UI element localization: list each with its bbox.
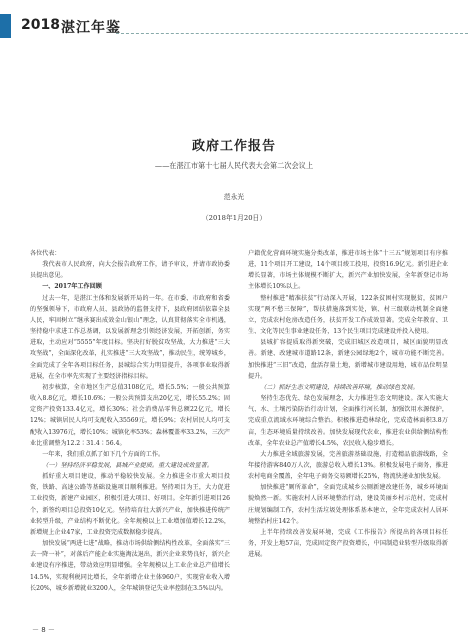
report-subtitle: ——在湛江市第十七届人民代表大会第二次会议上 bbox=[154, 161, 314, 170]
report-title: 政府工作报告 bbox=[191, 139, 276, 154]
body-paragraph: 抓好重大项目建设，推动平稳较快发展。全力推进全市重大项目投资，铁路、高速公路等基础设施项目顺利推进。坚持项目为王，大力促进工业投资，新建产业园区，积极引进大项目、好项目。全年新引进项目26个，新签约项目总投资10亿元。坚持培育壮大新兴产业，加快推进传统产业转型升级，产业结构不断优化。全年规模以上工业增加值增长12.2%，新增规上企业47家，工业投资完成数据稳步提高。 bbox=[30, 473, 230, 536]
body-paragraph: 大力推进全域旅游发展，完善旅游基础设施，打造精品旅游线路，全年接待游客840万人次，旅游总收入增长13%。积极发展电子商务，推进农村电商全覆盖，全年电子商务交易额增长25%，物流快递业加快发展。 bbox=[248, 450, 448, 481]
body-paragraph: 加快发展“两进七进”战略，推动市场供给侧结构性改革，全面落实“三去一降一补”，对落后产能企业实施淘汰退出，新兴企业来势良好，新兴企业建设有序推进，带动效应明显增强。全年规模以上工业企业总产值增长14.5%，实现利税同比增长，全年新增企业主体960户，实现营业收入增长20%，城乡新增就业3200人，全年城镇登记失业率控制在3.5%以内。 bbox=[30, 540, 230, 592]
body-paragraph: 我代表市人民政府，向大会报告政府工作，请予审议，并请市政协委员提出意见。 bbox=[30, 261, 230, 280]
body-paragraph: 过去一年，是湛江主体和发展新开局的一年。在市委、市政府和省委的坚强领导下，市政府人员、县政协的监督支持下，县政府团结依靠全县人民，牢固树立“继承赛出成效金山银山”理念，认真贯彻落实全市机遇，坚持稳中求进工作总基调，以发展新理念引领经济发展，开拓创新，务实进取，主动应对“5555”年度目标。坚决打好脱贫攻坚战，大力推进“三大攻坚战”，全面深化改革，扎实推进“三大攻坚战”，推动民生，统筹城乡，全面完成了全年各项目标任务，县城综合实力明显提升，各项事业取得新进展，在全市率先实现了主要经济指标目标。 bbox=[30, 294, 230, 380]
body-paragraph: 一年来，我们重点抓了如下几个方面的工作。 bbox=[42, 450, 165, 458]
report-date: （2018年1月20日） bbox=[201, 214, 267, 222]
body-paragraph: 各位代表： bbox=[30, 250, 61, 257]
report-author: 范永光 bbox=[223, 193, 245, 201]
body-paragraph: 县城扩容提质取得新突破，完成旧城区改造项目，城区面貌明显改善。新建、改建城市道路12条，新建公园绿地2个，城市功能不断完善。加快推进“三旧”改造，盘活存量土地，新增城市建设用地，城市品位明显提升。 bbox=[248, 339, 448, 380]
body-paragraph: 整村推进“精准扶贫”行动深入开展，122条贫困村实现脱贫，贫困户实现“两不愁三保障”，帮扶措施落到实处，镇、村三级联动机制全面建立，完成农村危房改造任务，扶贫开发工作成效显著。完成全年教育、卫生、文化等民生事业建设任务，13个民生项目完成建设并投入使用。 bbox=[248, 294, 448, 336]
subsection-heading: （一）坚持经济平稳发展，县城产业提质。重大建设成效显著。 bbox=[42, 461, 213, 469]
left-text-column bbox=[30, 248, 230, 594]
body-paragraph: 坚持生态优先、绿色发展理念，大力推进生态文明建设。深入实施大气、水、土壤污染防治行动计划，全面推行河长制，加强饮用水源保护，完成重点流域水环境综合整治。积极推进造林绿化，完成造林面积3.8万亩，生态环境质量持续改善。加快发展现代农业，推进农业供给侧结构性改革，全年农业总产值增长4.5%，农民收入稳步增长。 bbox=[248, 395, 448, 447]
body-paragraph: 户籍优化营商环境实施分类改革，推进市场主体“十三五”规划项目有序推进，11个项目开工建设，14个项目竣工投用，投资16.9亿元。新引进企业增长显著，市场主体规模不断扩大，新兴产业加快发展，全年新登记市场主体增长10%以上。 bbox=[248, 250, 448, 291]
right-text-column bbox=[248, 248, 448, 560]
body-paragraph: 加快推进“厕所革命”，全面完成城乡公厕新建改建任务，城乡环境面貌焕然一新。实施农村人居环境整治行动，建设美丽乡村示范村，完成村庄规划编制工作，农村生活垃圾处理体系基本建立，全年完成农村人居环境整治村庄142个。 bbox=[248, 484, 448, 525]
body-paragraph: 初步核算，全市地区生产总值3108亿元，增长5.5%；一般公共预算收入8.8亿元，增长10.6%；一般公共预算支出20亿元，增长55.2%；固定资产投资133.4亿元，增长30%；社会消费品零售总额22亿元，增长12%；城镇居民人均可支配收入35569元，增长9%；农村居民人均可支配收入13976元，增长10%；城镇化率53%；森林覆盖率33.2%，三次产业比重调整为12.2∶31.4∶56.4。 bbox=[30, 383, 230, 447]
header-year: 2018 bbox=[21, 17, 60, 33]
header-color-block bbox=[0, 14, 11, 38]
section-heading: 一、2017年工作回顾 bbox=[42, 283, 102, 291]
page-number: － 8 － bbox=[32, 626, 55, 634]
header-divider bbox=[116, 33, 468, 34]
page-header bbox=[0, 14, 468, 38]
subsection-heading: （二）抓好生态文明建设，持续改善环境，推动绿色发展。 bbox=[260, 383, 419, 391]
header-yearbook-name: 湛江年鉴 bbox=[61, 20, 121, 36]
body-paragraph: 上半年持续改善发展环境，完成《工作报告》所提出的各项目标任务，开发上地57亩，完成固定资产投资增长，中国制造业转型升级取得新进展。 bbox=[248, 528, 448, 559]
